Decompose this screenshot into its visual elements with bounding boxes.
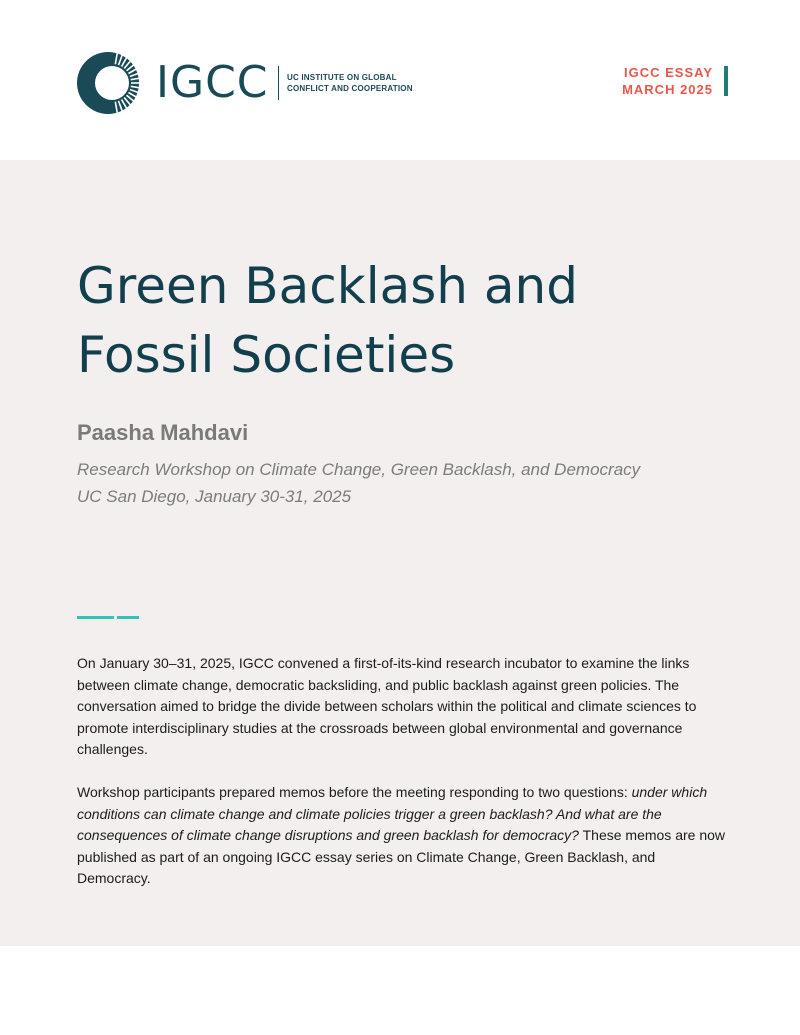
essay-date: MARCH 2025 bbox=[622, 82, 713, 97]
workshop-subtitle bbox=[77, 456, 640, 510]
author-name: Paasha Mahdavi bbox=[77, 420, 249, 445]
essay-tag bbox=[622, 64, 713, 98]
igcc-logo-icon bbox=[75, 50, 141, 116]
title-line2: Fossil Societies bbox=[77, 326, 456, 384]
para2-end: These memos are now published as part of an ongoing IGCC essay series on Climate Change, Green Backlash, and Democracy. bbox=[77, 827, 725, 886]
accent-rule-right bbox=[117, 616, 139, 619]
logo-wordmark: IGCC bbox=[156, 57, 269, 108]
para2-start: Workshop participants prepared memos before the meeting responding to two questions: bbox=[77, 784, 632, 800]
para2-questions: under which conditions can climate change and climate policies trigger a green backlash? And what are the consequences of climate change disruptions and green backlash for democracy? bbox=[77, 784, 708, 843]
logo-subtitle-line2: CONFLICT AND COOPERATION bbox=[287, 84, 413, 93]
page-title bbox=[77, 252, 737, 390]
logo-subtitle bbox=[287, 72, 413, 94]
subtitle-line1: Research Workshop on Climate Change, Green Backlash, and Democracy bbox=[77, 460, 641, 479]
accent-rule-left bbox=[77, 616, 114, 619]
essay-label: IGCC ESSAY bbox=[624, 65, 713, 80]
questions-paragraph bbox=[77, 782, 727, 890]
logo-divider bbox=[278, 66, 279, 100]
intro-paragraph: On January 30–31, 2025, IGCC convened a first-of-its-kind research incubator to examine the links between climate change, democratic backsliding, and public backlash against green policies. The conversation aimed to bridge the divide between scholars within the political and climate sciences to promote interdisciplinary studies at the crossroads between global environmental and governance challenges. bbox=[77, 655, 697, 757]
page-header bbox=[0, 0, 800, 160]
essay-tag-bar bbox=[724, 66, 728, 96]
title-line1: Green Backlash and bbox=[77, 257, 578, 315]
logo-subtitle-line1: UC INSTITUTE ON GLOBAL bbox=[287, 73, 397, 82]
subtitle-line2: UC San Diego, January 30-31, 2025 bbox=[77, 487, 352, 506]
